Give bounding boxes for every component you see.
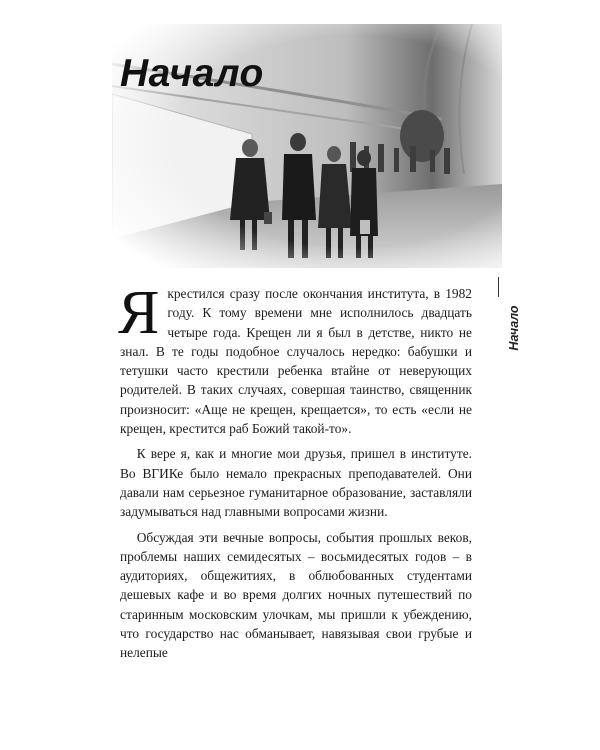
body-text bbox=[118, 279, 472, 663]
paragraph-3: Обсуждая эти вечные вопросы, события прошлых веков, проблемы наших семидесятых – восьмидесятых годов – в аудиториях, общежитиях, в облюбованных студентами дешевых кафе и во время долгих ночных путешествий по старинным московским улочкам, мы пришли к убеждению, что государство нас обманывает, навязывая свои грубые и нелепые bbox=[120, 529, 472, 661]
drop-cap: Я bbox=[118, 279, 160, 347]
running-head-rule bbox=[498, 277, 499, 297]
paragraph-2: К вере я, как и многие мои друзья, пришел в институте. Во ВГИКе было немало прекрасных преподавателей. Они давали нам серьезное гуманитарное образование, заставляли задумываться над главными вопросами жизни. bbox=[120, 446, 472, 520]
paragraph-1-text: крестился сразу после окончания института, в 1982 году. К тому времени мне исполнилось двадцать четыре года. Крещен ли я был в детстве, никто не знал. В те годы подобное случалось нередко: бабушки и тетушки часто крестили ребенка втайне от неверующих родителей. В таких случаях, совершая таинство, священник произносит: «Аще не крещен, крещается», то есть «если не крещен, крестится раб Божий такой-то». bbox=[120, 286, 472, 437]
paragraph-1 bbox=[118, 279, 472, 438]
running-head: Начало bbox=[507, 305, 521, 351]
chapter-title: Начало bbox=[120, 52, 264, 95]
